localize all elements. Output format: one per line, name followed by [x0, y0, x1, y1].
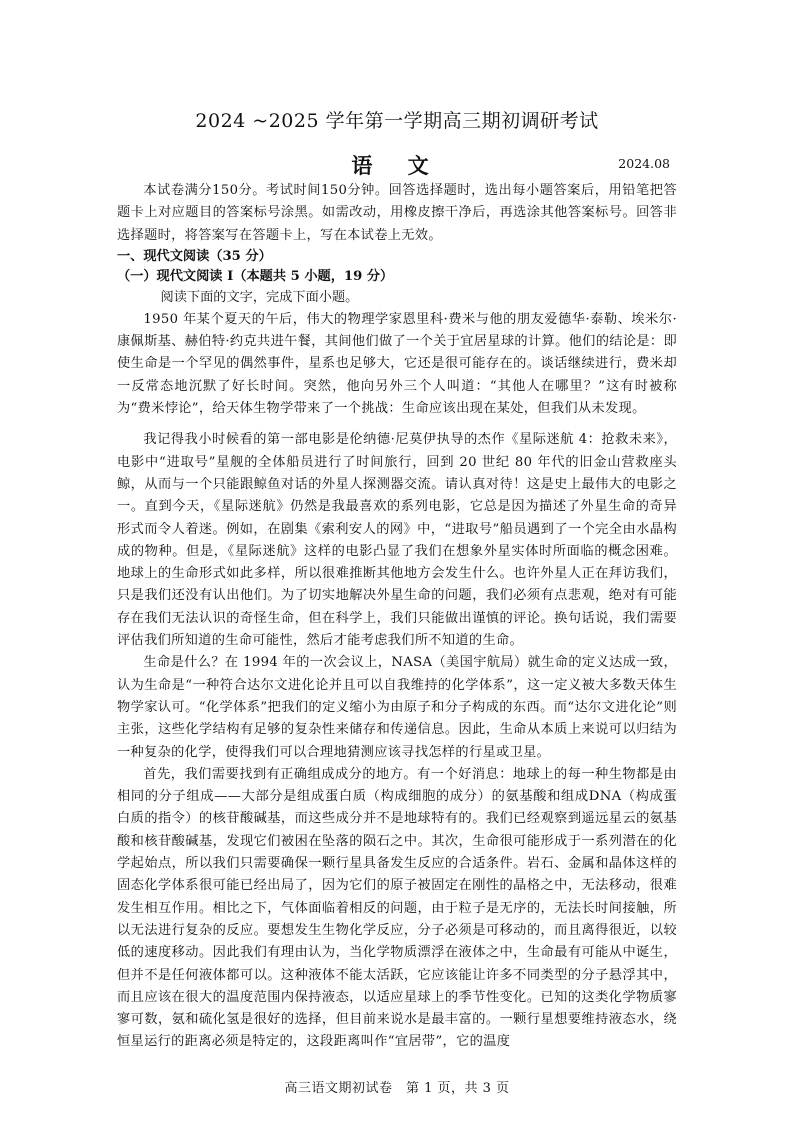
passage-paragraph: 1950 年某个夏天的午后，伟大的物理学家恩里科·费米与他的朋友爱德华·泰勒、埃米尔·康佩斯基、赫伯特·约克共进午餐，其间他们做了一个关于宜居星球的计算。他们的结论是：即使生命是一个罕见的偶然事件，星系也足够大，它还是很可能存在的。谈话继续进行，费米却一反常态地沉默了好长时间。突然，他向另外三个人叫道：“其他人在哪里？”这有时被称为“费米悖论”，给天体生物学带来了一个挑战：生命应该出现在某处，但我们从未发现。 — [117, 311, 677, 417]
subsection-heading: （一）现代文阅读 I（本题共 5 小题，19 分） — [117, 268, 394, 284]
passage-paragraph: 生命是什么？在 1994 年的一次会议上，NASA（美国宇航局）就生命的定义达成一致，认为生命是“一种符合达尔文进化论并且可以自我维持的化学体系”，这一定义被大多数天体生物学家认可。“化学体系”把我们的定义缩小为由原子和分子构成的东西。而“达尔文进化论”则主张，这些化学结构有足够的复杂性来储存和传递信息。因此，生命从本质上来说可以归结为一种复杂的化学，使得我们可以合理地猜测应该寻找怎样的行星或卫星。 — [117, 655, 677, 760]
exam-content — [117, 180, 677, 1054]
exam-title: 2024 ~2025 学年第一学期高三期初调研考试 — [195, 110, 599, 132]
page-footer: 高三语文期初试卷 第 1 页，共 3 页 — [284, 1081, 510, 1096]
passage-paragraph: 我记得我小时候看的第一部电影是伦纳德·尼莫伊执导的杰作《星际迷航 4：抢救未来》，电影中“进取号”星舰的全体船员进行了时间旅行，回到 20 世纪 80 年代的旧金山营救座头鲸，从而与一个只能跟鲸鱼对话的外星人探测器交流。请认真对待！这是史上最伟大的电影之一。直到今天，《星际迷航》仍然是我最喜欢的系列电影，它总是因为描述了外星生命的奇异形式而令人着迷。例如，在剧集《索利安人的网》中，“进取号”船员遇到了一个完全由水晶构成的物种。但是，《星际迷航》这样的电影凸显了我们在想象外星实体时所面临的概念困难。地球上的生命形式如此多样，所以很难推断其他地方会发生什么。也许外星人正在拜访我们，只是我们还没有认出他们。为了切实地解决外星生命的问题，我们必须有点悲观，绝对有可能存在我们无法认识的奇怪生命，但在科学上，我们只能做出谨慎的评论。换句话说，我们需要评估我们所知道的生命可能性，然后才能考虑我们所不知道的生命。 — [117, 432, 677, 649]
passage-paragraph: 首先，我们需要找到有正确组成成分的地方。有一个好消息：地球上的每一种生物都是由相同的分子组成——大部分是组成蛋白质（构成细胞的成分）的氨基酸和组成DNA（构成蛋白质的指令）的核苷酸碱基，而这些成分并不是地球特有的。我们已经观察到遥远星云的氨基酸和核苷酸碱基，发现它们被困在坠落的陨石之中。其次，生命很可能形成于一系列潜在的化学起始点，所以我们只需要确保一颗行星具备发生反应的合适条件。岩石、金属和晶体这样的固态化学体系很可能已经出局了，因为它们的原子被固定在刚性的晶格之中，无法移动，很难发生相互作用。相比之下，气体面临着相反的问题，由于粒子是无序的，无法长时间接触，所以无法进行复杂的反应。要想发生生物化学反应，分子必须是可移动的，而且离得很近，以较低的速度移动。因此我们有理由认为，当化学物质漂浮在液体之中，生命最有可能从中诞生，但并不是任何液体都可以。这种液体不能太活跃，它应该能让许多不同类型的分子悬浮其中，而且应该在很大的温度范围内保持液态，以适应星球上的季节性变化。已知的这类化学物质寥寥可数，氨和硫化氢是很好的选择，但目前来说水是最丰富的。一颗行星想要维持液态水，绕恒星运行的距离必须是特定的，这段距离叫作“宜居带”，它的温度 — [117, 766, 677, 1050]
section-heading: 一、现代文阅读（35 分） — [117, 248, 272, 264]
exam-date: 2024.08 — [618, 156, 670, 171]
paragraph-gap — [117, 420, 677, 429]
reading-prompt: 阅读下面的文字，完成下面小题。 — [160, 289, 359, 305]
exam-instructions: 本试卷满分150分。考试时间150分钟。回答选择题时，选出每小题答案后，用铅笔把答题卡上对应题目的答案标号涂黑。如需改动，用橡皮擦干净后，再选涂其他答案标号。回答非选择题时，将答案写在答题卡上，写在本试卷上无效。 — [117, 183, 677, 243]
subject-heading: 语 文 — [351, 153, 443, 178]
